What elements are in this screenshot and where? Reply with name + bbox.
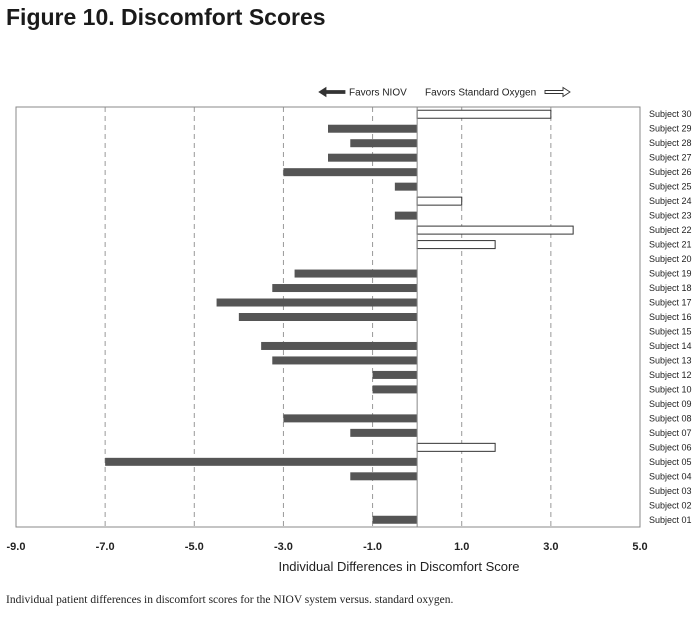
category-label: Subject 02 — [649, 500, 692, 511]
category-label: Subject 30 — [649, 109, 692, 120]
category-label: Subject 13 — [649, 355, 692, 366]
category-label: Subject 06 — [649, 442, 692, 453]
figure-title: Figure 10. Discomfort Scores — [6, 4, 326, 30]
x-tick-label: -5.0 — [184, 541, 204, 553]
bar-subject-29 — [328, 125, 417, 133]
bar-subject-07 — [350, 429, 417, 437]
category-label: Subject 01 — [649, 514, 692, 525]
bar-subject-25 — [395, 183, 417, 191]
x-tick-label: -3.0 — [273, 541, 293, 553]
category-label: Subject 24 — [649, 196, 692, 207]
bar-subject-28 — [350, 139, 417, 147]
bar-subject-24 — [417, 197, 462, 205]
bar-subject-08 — [283, 414, 417, 422]
bar-subject-16 — [239, 313, 417, 321]
legend-favors-standard-oxygen: Favors Standard Oxygen — [425, 87, 537, 99]
category-label: Subject 19 — [649, 268, 692, 279]
x-tick-label: 3.0 — [543, 541, 559, 553]
x-tick-label: -1.0 — [363, 541, 383, 553]
category-label: Subject 20 — [649, 254, 692, 265]
bar-subject-19 — [295, 270, 418, 278]
x-axis-title: Individual Differences in Discomfort Score — [278, 559, 520, 574]
bar-subject-12 — [373, 371, 418, 379]
favors-standard-oxygen-arrow-icon — [545, 88, 570, 97]
category-label: Subject 12 — [649, 369, 692, 380]
bar-subject-22 — [417, 226, 573, 234]
category-label: Subject 18 — [649, 283, 692, 294]
bar-subject-10 — [373, 385, 418, 393]
category-label: Subject 23 — [649, 210, 692, 221]
category-label: Subject 29 — [649, 123, 692, 134]
category-label: Subject 04 — [649, 471, 692, 482]
legend — [319, 88, 570, 99]
category-label: Subject 27 — [649, 152, 692, 163]
bar-subject-01 — [373, 516, 418, 524]
category-label: Subject 28 — [649, 138, 692, 149]
bar-subject-27 — [328, 154, 417, 162]
category-label: Subject 03 — [649, 485, 692, 496]
category-label: Subject 10 — [649, 384, 692, 395]
category-label: Subject 17 — [649, 297, 692, 308]
x-tick-label: 1.0 — [454, 541, 470, 553]
x-tick-label: 5.0 — [632, 541, 648, 553]
x-tick-label: -7.0 — [95, 541, 115, 553]
legend-favors-niov: Favors NIOV — [349, 87, 407, 99]
category-label: Subject 25 — [649, 181, 692, 192]
bar-subject-17 — [217, 299, 418, 307]
bar-subject-04 — [350, 472, 417, 480]
category-label: Subject 22 — [649, 225, 692, 236]
bar-subject-14 — [261, 342, 417, 350]
category-label: Subject 07 — [649, 427, 692, 438]
category-label: Subject 09 — [649, 398, 692, 409]
category-label: Subject 08 — [649, 413, 692, 424]
category-label: Subject 14 — [649, 340, 692, 351]
bars-layer — [105, 110, 573, 524]
category-label: Subject 15 — [649, 326, 692, 337]
bar-subject-13 — [272, 356, 417, 364]
category-label: Subject 26 — [649, 167, 692, 178]
category-label: Subject 16 — [649, 312, 692, 322]
category-label: Subject 21 — [649, 239, 692, 250]
x-tick-label: -9.0 — [6, 541, 26, 553]
favors-niov-arrow-icon — [319, 88, 345, 97]
bar-subject-05 — [105, 458, 417, 466]
bar-subject-26 — [283, 168, 417, 176]
bar-subject-21 — [417, 241, 495, 249]
bar-subject-23 — [395, 212, 417, 220]
bar-subject-30 — [417, 110, 551, 118]
bar-subject-18 — [272, 284, 417, 292]
figure-caption: Individual patient differences in discomfort scores for the NIOV system versus. standard oxygen. — [6, 594, 454, 606]
category-label: Subject 05 — [649, 456, 692, 467]
bar-subject-06 — [417, 443, 495, 451]
